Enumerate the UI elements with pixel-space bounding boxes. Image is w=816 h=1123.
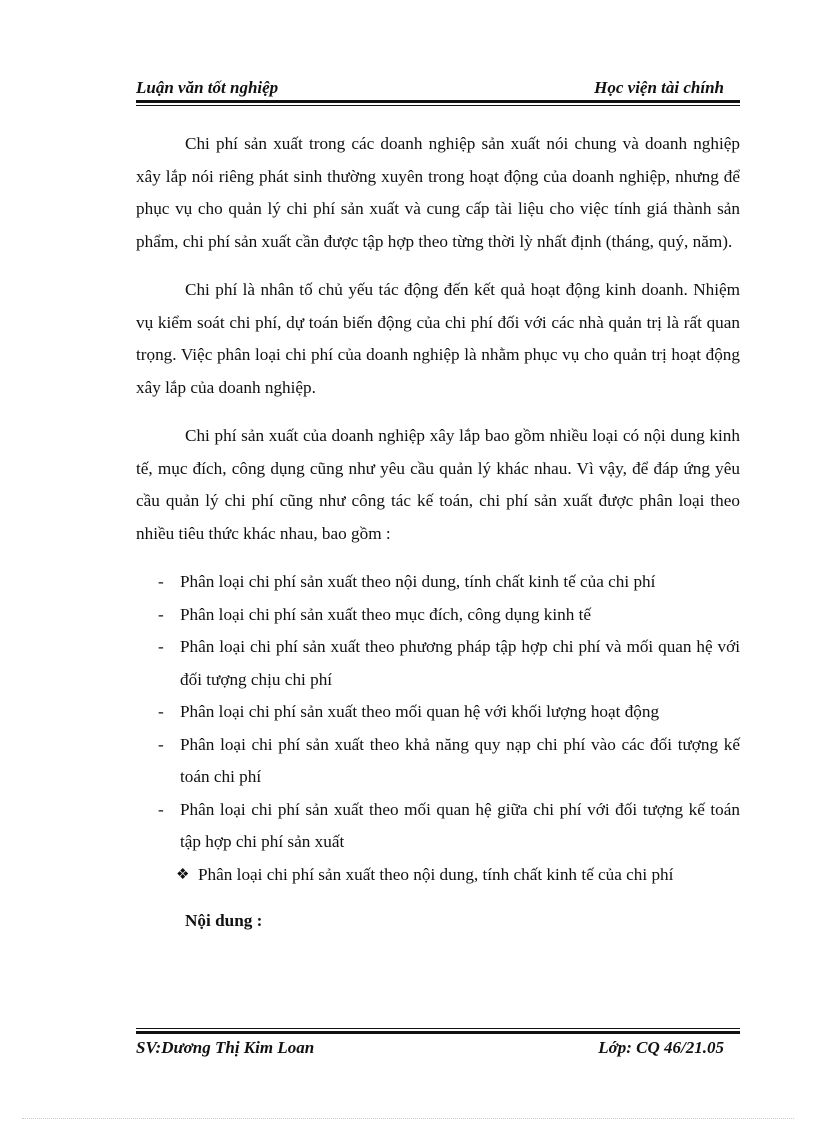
paragraph-2: Chi phí là nhân tố chủ yếu tác động đến kết quả hoạt động kinh doanh. Nhiệm vụ kiểm soát chi phí, dự toán biến động của chi phí đối với các nhà quản trị là rất quan trọng. Việc phân loại chi phí của doanh nghiệp là nhằm phục vụ cho quản trị hoạt động xây lắp của doanh nghiệp. <box>136 280 740 397</box>
list-item-text: Phân loại chi phí sản xuất theo khả năng quy nạp chi phí vào các đối tượng kế toán chi phí <box>180 734 740 786</box>
dash-bullet: - <box>158 572 164 591</box>
dash-bullet: - <box>158 702 164 721</box>
page-bottom-dotted-border <box>22 1118 794 1119</box>
list-item-text: Phân loại chi phí sản xuất theo phương pháp tập hợp chi phí và mối quan hệ với đối tượng chịu chi phí <box>180 637 740 689</box>
list-item <box>136 696 740 729</box>
header-institution: Học viện tài chính <box>594 78 724 97</box>
header-rule-thin <box>136 105 740 106</box>
subheading-classification-by-content <box>136 859 740 892</box>
footer-rule-thin <box>136 1028 740 1029</box>
dash-bullet: - <box>158 604 164 624</box>
list-item <box>136 794 740 859</box>
list-item <box>136 566 740 599</box>
list-item-text: Phân loại chi phí sản xuất theo nội dung, tính chất kinh tế của chi phí <box>180 572 656 591</box>
list-item-text: Phân loại chi phí sản xuất theo mối quan hệ với khối lượng hoạt động <box>180 702 660 721</box>
paragraph-3: Chi phí sản xuất của doanh nghiệp xây lắp bao gồm nhiều loại có nội dung kinh tế, mục đích, công dụng cũng như yêu cầu quản lý khác nhau. Vì vậy, để đáp ứng yêu cầu quản lý chi phí cũng như công tác kế toán, chi phí sản xuất được phân loại theo nhiều tiêu thức khác nhau, bao gồm : <box>136 426 740 543</box>
list-item-text: Phân loại chi phí sản xuất theo mối quan hệ giữa chi phí với đối tượng kế toán tập hợp chi phí sản xuất <box>180 799 740 851</box>
paragraph-1: Chi phí sản xuất trong các doanh nghiệp sản xuất nói chung và doanh nghiệp xây lắp nói riêng phát sinh thường xuyên trong hoạt động của doanh nghiệp, nhưng để phục vụ cho quản lý chi phí sản xuất và cung cấp tài liệu cho việc tính giá thành sản phẩm, chi phí sản xuất cần được tập hợp theo từng thời lỳ nhất định (tháng, quý, năm). <box>136 134 740 251</box>
diamond-bullet-icon: ❖ <box>176 866 190 883</box>
header-rule-thick <box>136 100 740 103</box>
dash-bullet: - <box>158 637 164 656</box>
footer-rule-thick <box>136 1031 740 1034</box>
footer-class: Lớp: CQ 46/21.05 <box>598 1038 724 1057</box>
list-item <box>136 631 740 696</box>
dash-bullet: - <box>158 799 164 819</box>
section-label-noi-dung: Nội dung : <box>185 911 263 930</box>
classification-list <box>136 566 740 859</box>
dash-bullet: - <box>158 734 164 754</box>
header-thesis-title: Luận văn tốt nghiệp <box>136 78 279 97</box>
body-content <box>136 128 740 938</box>
list-item <box>136 729 740 794</box>
footer-student-name: SV:Dương Thị Kim Loan <box>136 1038 315 1057</box>
page-header <box>136 76 740 100</box>
list-item-text: Phân loại chi phí sản xuất theo mục đích, công dụng kinh tế <box>180 604 591 624</box>
list-item <box>136 599 740 632</box>
subheading-text: Phân loại chi phí sản xuất theo nội dung, tính chất kinh tế của chi phí <box>198 864 674 884</box>
